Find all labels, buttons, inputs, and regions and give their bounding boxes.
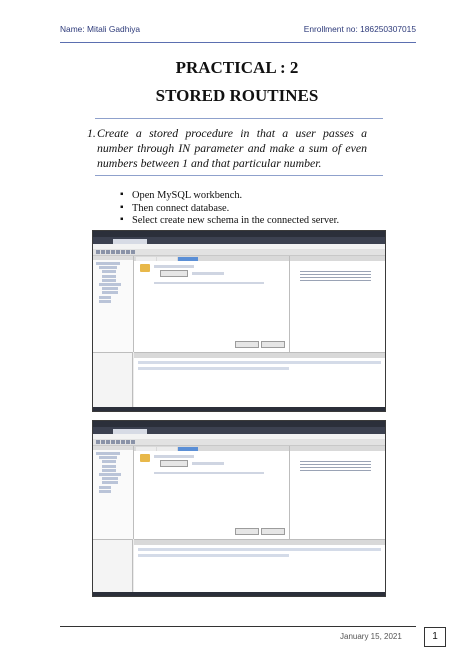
page-header (60, 24, 416, 34)
list-item: ▪ Then connect database. (120, 203, 339, 216)
schema-tree (93, 260, 133, 303)
information-panel (93, 539, 133, 596)
information-panel (93, 352, 133, 411)
question-text: Create a stored procedure in that a user passes a number through IN parameter and make a sum of even numbers between 1 and that particular number. (97, 126, 367, 170)
question-rule-bottom (95, 175, 383, 176)
student-name: Name: Mitali Gadhiya (60, 24, 141, 34)
list-item: ▪ Select create new schema in the connected server. (120, 215, 339, 228)
enrollment-number: Enrollment no: 186250307015 (303, 24, 416, 34)
header-rule (60, 42, 416, 43)
navigator-panel (93, 256, 134, 352)
page-number: 1 (424, 627, 446, 647)
navigator-panel (93, 446, 134, 539)
steps-list (120, 190, 339, 228)
connection-tabbar (93, 427, 385, 434)
question-rule-top (95, 118, 383, 119)
status-bar (93, 407, 385, 411)
workbench-screenshot-1 (92, 230, 386, 412)
workbench-screenshot-2 (92, 420, 386, 597)
schema-icon (140, 454, 150, 462)
question (87, 126, 367, 171)
apply-button (235, 341, 259, 348)
schema-editor (134, 256, 290, 352)
schema-tree (93, 450, 133, 493)
output-panel (134, 352, 385, 411)
practical-subtitle: STORED ROUTINES (155, 86, 319, 105)
schema-icon (140, 264, 150, 272)
schema-editor (134, 446, 290, 539)
revert-button (261, 528, 285, 535)
help-panel (290, 256, 385, 352)
help-panel (290, 446, 385, 539)
list-item: ▪ Open MySQL workbench. (120, 190, 339, 203)
toolbar (93, 249, 385, 256)
status-bar (93, 592, 385, 596)
practical-title: PRACTICAL : 2 (175, 58, 299, 77)
toolbar (93, 439, 385, 446)
apply-button (235, 528, 259, 535)
revert-button (261, 341, 285, 348)
question-number: 1. (87, 126, 96, 140)
footer-date: January 15, 2021 (340, 632, 402, 641)
connection-tabbar (93, 237, 385, 244)
footer-rule (60, 626, 416, 627)
output-panel (134, 539, 385, 596)
